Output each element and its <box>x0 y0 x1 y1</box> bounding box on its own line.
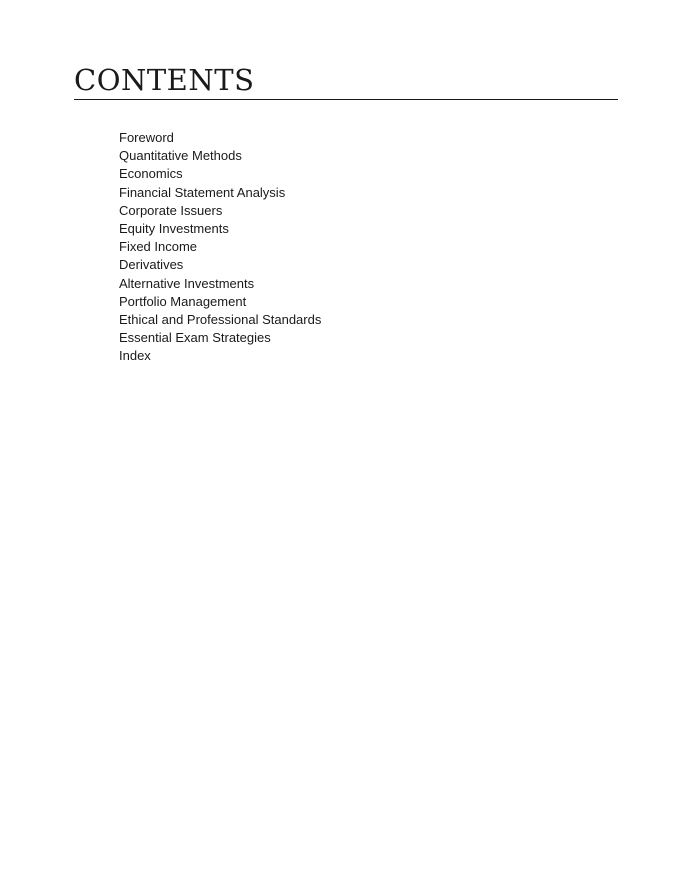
toc-item-foreword[interactable]: Foreword <box>119 130 174 145</box>
table-of-contents <box>119 129 321 366</box>
toc-item-portfolio-management[interactable]: Portfolio Management <box>119 293 247 309</box>
toc-item-economics[interactable]: Economics <box>119 166 183 182</box>
toc-item-equity-investments[interactable]: Equity Investments <box>119 221 229 237</box>
toc-item-corporate-issuers[interactable]: Corporate Issuers <box>119 202 223 218</box>
toc-item-financial-statement-analysis[interactable]: Financial Statement Analysis <box>119 184 286 200</box>
page-title: CONTENTS <box>74 63 255 97</box>
toc-item-index[interactable]: Index <box>119 348 151 364</box>
toc-item-alternative-investments[interactable]: Alternative Investments <box>119 275 255 291</box>
toc-item-derivatives[interactable]: Derivatives <box>119 257 184 273</box>
toc-item-ethical-and-professional-standards[interactable]: Ethical and Professional Standards <box>119 312 322 328</box>
toc-item-essential-exam-strategies[interactable]: Essential Exam Strategies <box>119 330 271 346</box>
contents-heading-block <box>74 62 618 100</box>
toc-item-fixed-income[interactable]: Fixed Income <box>119 239 198 255</box>
toc-item-quantitative-methods[interactable]: Quantitative Methods <box>119 148 242 164</box>
